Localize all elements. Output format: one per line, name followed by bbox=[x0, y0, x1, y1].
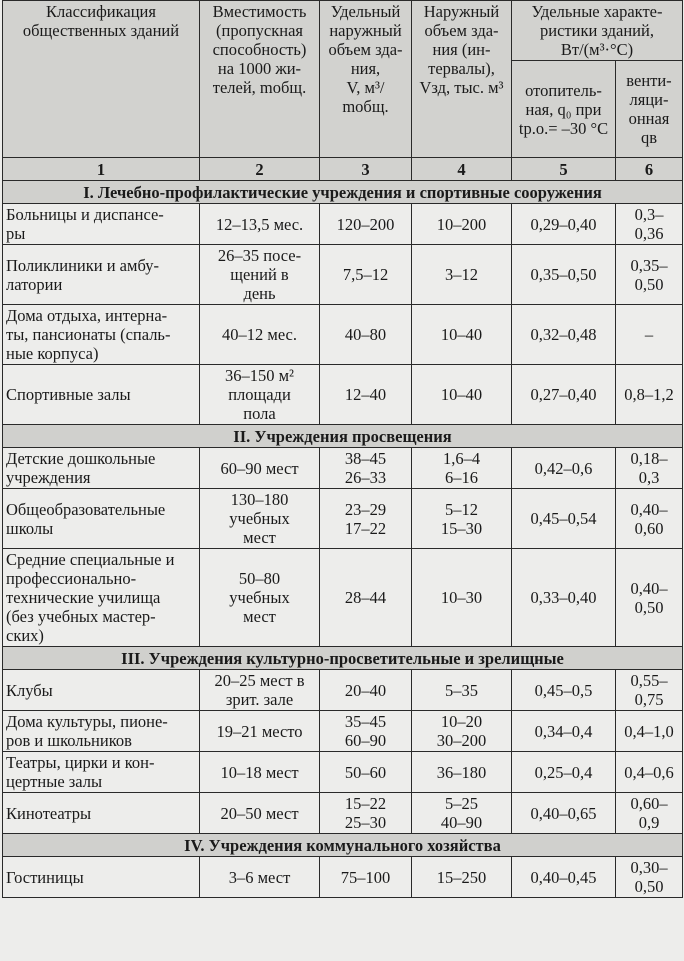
capacity-cell: 20–50 мест bbox=[200, 793, 320, 834]
building-type-cell: Кинотеатры bbox=[3, 793, 200, 834]
section-header-row bbox=[3, 181, 683, 204]
table-row bbox=[3, 365, 683, 425]
header-specific-characteristics: Удельные характе- ристики зданий, Вт/(м³·°С) bbox=[512, 1, 683, 61]
table-row bbox=[3, 752, 683, 793]
building-type-cell: Поликлиники и амбу- латории bbox=[3, 245, 200, 305]
building-type-cell: Дома культуры, пионе- ров и школьников bbox=[3, 711, 200, 752]
outer-volume-cell: 10–40 bbox=[412, 365, 512, 425]
capacity-cell: 50–80 учебных мест bbox=[200, 549, 320, 647]
heating-characteristic-cell: 0,45–0,5 bbox=[512, 670, 616, 711]
outer-volume-cell: 10–40 bbox=[412, 305, 512, 365]
specific-volume-cell: 28–44 bbox=[320, 549, 412, 647]
capacity-cell: 130–180 учебных мест bbox=[200, 489, 320, 549]
column-number: 5 bbox=[512, 158, 616, 181]
outer-volume-cell: 10–200 bbox=[412, 204, 512, 245]
section-title: I. Лечебно-профилактические учреждения и спортивные сооружения bbox=[3, 181, 683, 204]
heating-characteristic-cell: 0,42–0,6 bbox=[512, 448, 616, 489]
capacity-cell: 20–25 мест в зрит. зале bbox=[200, 670, 320, 711]
outer-volume-cell: 36–180 bbox=[412, 752, 512, 793]
outer-volume-cell: 5–25 40–90 bbox=[412, 793, 512, 834]
header-outer-volume: Наружный объем зда- ния (ин- тервалы), Vзд, тыс. м³ bbox=[412, 1, 512, 158]
heating-characteristic-cell: 0,35–0,50 bbox=[512, 245, 616, 305]
column-number: 3 bbox=[320, 158, 412, 181]
outer-volume-cell: 5–35 bbox=[412, 670, 512, 711]
specific-volume-cell: 120–200 bbox=[320, 204, 412, 245]
table-row bbox=[3, 670, 683, 711]
table-body bbox=[3, 181, 683, 898]
outer-volume-cell: 10–30 bbox=[412, 549, 512, 647]
table-row bbox=[3, 245, 683, 305]
heating-characteristic-cell: 0,45–0,54 bbox=[512, 489, 616, 549]
ventilation-characteristic-cell: 0,18– 0,3 bbox=[616, 448, 683, 489]
header-heating: отопитель- ная, q₀ при tр.о.= –30 °С bbox=[512, 61, 616, 158]
building-type-cell: Общеобразовательные школы bbox=[3, 489, 200, 549]
column-number-row bbox=[3, 158, 683, 181]
capacity-cell: 3–6 мест bbox=[200, 857, 320, 898]
specific-volume-cell: 20–40 bbox=[320, 670, 412, 711]
specific-volume-cell: 75–100 bbox=[320, 857, 412, 898]
column-number: 2 bbox=[200, 158, 320, 181]
header-classification: Классификация общественных зданий bbox=[3, 1, 200, 158]
column-number: 6 bbox=[616, 158, 683, 181]
header-capacity: Вместимость (пропускная способность) на 1000 жи- телей, mобщ. bbox=[200, 1, 320, 158]
building-type-cell: Клубы bbox=[3, 670, 200, 711]
ventilation-characteristic-cell: 0,35– 0,50 bbox=[616, 245, 683, 305]
table-row bbox=[3, 204, 683, 245]
specific-volume-cell: 50–60 bbox=[320, 752, 412, 793]
building-type-cell: Дома отдыха, интерна- ты, пансионаты (спаль- ные корпуса) bbox=[3, 305, 200, 365]
heating-characteristic-cell: 0,33–0,40 bbox=[512, 549, 616, 647]
outer-volume-cell: 10–20 30–200 bbox=[412, 711, 512, 752]
specific-volume-cell: 40–80 bbox=[320, 305, 412, 365]
specific-volume-cell: 38–45 26–33 bbox=[320, 448, 412, 489]
table-row bbox=[3, 857, 683, 898]
heating-characteristic-cell: 0,40–0,45 bbox=[512, 857, 616, 898]
capacity-cell: 26–35 посе- щений в день bbox=[200, 245, 320, 305]
table-row bbox=[3, 793, 683, 834]
table-row bbox=[3, 711, 683, 752]
column-number: 1 bbox=[3, 158, 200, 181]
specific-volume-cell: 15–22 25–30 bbox=[320, 793, 412, 834]
building-type-cell: Спортивные залы bbox=[3, 365, 200, 425]
outer-volume-cell: 5–12 15–30 bbox=[412, 489, 512, 549]
capacity-cell: 40–12 мес. bbox=[200, 305, 320, 365]
section-header-row bbox=[3, 647, 683, 670]
outer-volume-cell: 3–12 bbox=[412, 245, 512, 305]
heating-characteristic-cell: 0,34–0,4 bbox=[512, 711, 616, 752]
column-number: 4 bbox=[412, 158, 512, 181]
table-row bbox=[3, 489, 683, 549]
ventilation-characteristic-cell: 0,60– 0,9 bbox=[616, 793, 683, 834]
capacity-cell: 10–18 мест bbox=[200, 752, 320, 793]
section-title: III. Учреждения культурно-просветительные и зрелищные bbox=[3, 647, 683, 670]
specific-volume-cell: 35–45 60–90 bbox=[320, 711, 412, 752]
ventilation-characteristic-cell: – bbox=[616, 305, 683, 365]
ventilation-characteristic-cell: 0,40– 0,60 bbox=[616, 489, 683, 549]
public-buildings-table bbox=[2, 0, 683, 898]
heating-characteristic-cell: 0,27–0,40 bbox=[512, 365, 616, 425]
building-type-cell: Театры, цирки и кон- цертные залы bbox=[3, 752, 200, 793]
capacity-cell: 60–90 мест bbox=[200, 448, 320, 489]
heating-characteristic-cell: 0,40–0,65 bbox=[512, 793, 616, 834]
outer-volume-cell: 1,6–4 6–16 bbox=[412, 448, 512, 489]
table-row bbox=[3, 448, 683, 489]
heating-characteristic-cell: 0,25–0,4 bbox=[512, 752, 616, 793]
ventilation-characteristic-cell: 0,8–1,2 bbox=[616, 365, 683, 425]
section-header-row bbox=[3, 834, 683, 857]
capacity-cell: 12–13,5 мес. bbox=[200, 204, 320, 245]
outer-volume-cell: 15–250 bbox=[412, 857, 512, 898]
ventilation-characteristic-cell: 0,3– 0,36 bbox=[616, 204, 683, 245]
ventilation-characteristic-cell: 0,55– 0,75 bbox=[616, 670, 683, 711]
header-row-1 bbox=[3, 1, 683, 61]
capacity-cell: 19–21 место bbox=[200, 711, 320, 752]
ventilation-characteristic-cell: 0,4–1,0 bbox=[616, 711, 683, 752]
building-type-cell: Гостиницы bbox=[3, 857, 200, 898]
capacity-cell: 36–150 м² площади пола bbox=[200, 365, 320, 425]
ventilation-characteristic-cell: 0,40– 0,50 bbox=[616, 549, 683, 647]
header-specific-volume: Удельный наружный объем зда- ния, V, м³/ mобщ. bbox=[320, 1, 412, 158]
table-row bbox=[3, 549, 683, 647]
table-row bbox=[3, 305, 683, 365]
building-type-cell: Больницы и диспансе- ры bbox=[3, 204, 200, 245]
building-type-cell: Средние специальные и профессионально- технические училища (без учебных мастер- ских) bbox=[3, 549, 200, 647]
section-title: II. Учреждения просвещения bbox=[3, 425, 683, 448]
specific-volume-cell: 12–40 bbox=[320, 365, 412, 425]
specific-volume-cell: 7,5–12 bbox=[320, 245, 412, 305]
section-title: IV. Учреждения коммунального хозяйства bbox=[3, 834, 683, 857]
ventilation-characteristic-cell: 0,4–0,6 bbox=[616, 752, 683, 793]
header-ventilation: венти- ляци- онная qв bbox=[616, 61, 683, 158]
specific-volume-cell: 23–29 17–22 bbox=[320, 489, 412, 549]
heating-characteristic-cell: 0,29–0,40 bbox=[512, 204, 616, 245]
heating-characteristic-cell: 0,32–0,48 bbox=[512, 305, 616, 365]
ventilation-characteristic-cell: 0,30– 0,50 bbox=[616, 857, 683, 898]
section-header-row bbox=[3, 425, 683, 448]
building-type-cell: Детские дошкольные учреждения bbox=[3, 448, 200, 489]
